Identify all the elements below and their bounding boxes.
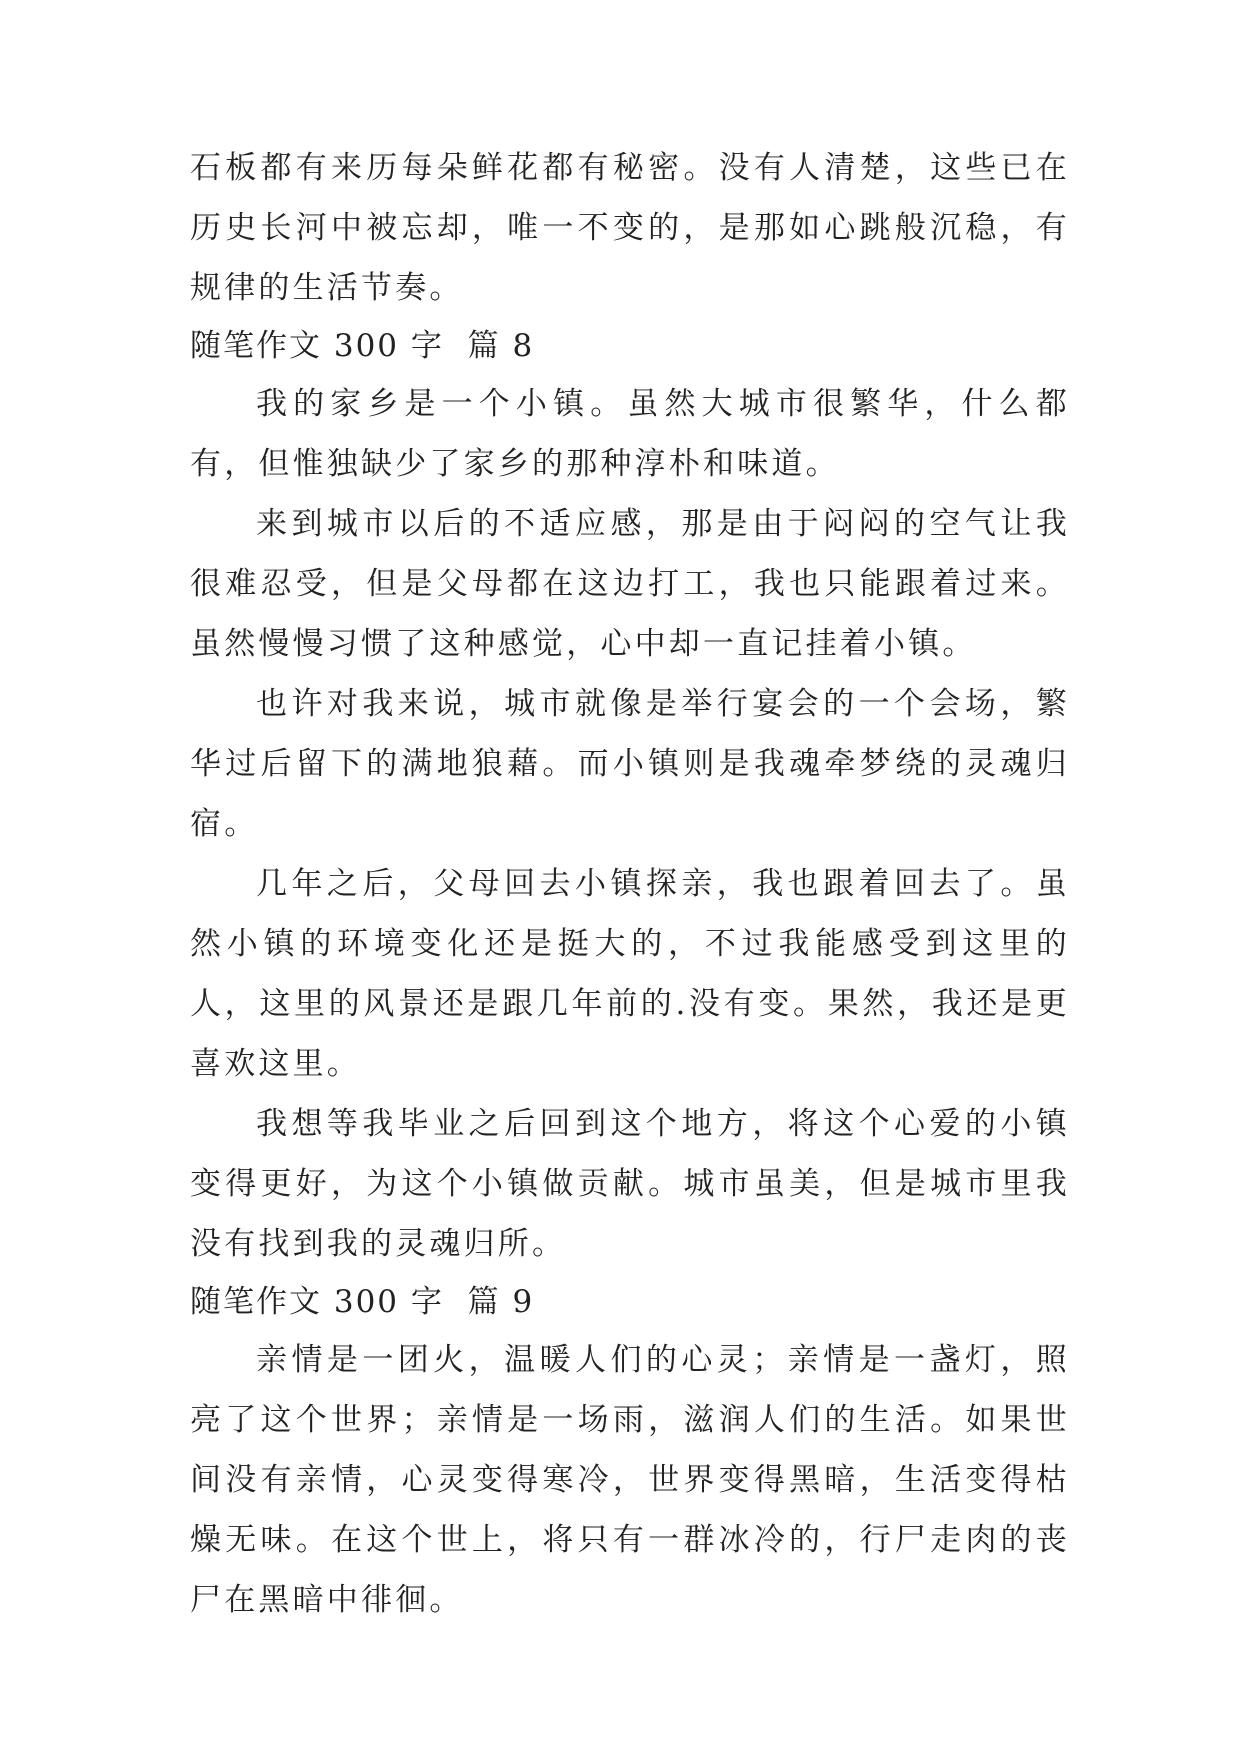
heading-title: 随笔作文 300 字 — [190, 1284, 444, 1320]
heading-section: 篇 8 — [467, 328, 535, 364]
paragraph: 亲情是一团火，温暖人们的心灵；亲情是一盏灯，照亮了这个世界；亲情是一场雨，滋润人们的生活。如果世间没有亲情，心灵变得寒冷，世界变得黑暗，生活变得枯燥无味。在这个世上，将只有一群冰冷的，行尸走肉的丧尸在黑暗中徘徊。 — [190, 1342, 1070, 1618]
paragraph: 我的家乡是一个小镇。虽然大城市很繁华，什么都有，但惟独缺少了家乡的那种淳朴和味道。 — [190, 386, 1070, 482]
document-page — [190, 138, 1070, 1630]
paragraph: 也许对我来说，城市就像是举行宴会的一个会场，繁华过后留下的满地狼藉。而小镇则是我魂牵梦绕的灵魂归宿。 — [190, 686, 1070, 842]
section-heading-9 — [190, 1274, 1070, 1330]
heading-section: 篇 9 — [467, 1284, 535, 1320]
paragraph: 我想等我毕业之后回到这个地方，将这个心爱的小镇变得更好，为这个小镇做贡献。城市虽美，但是城市里我没有找到我的灵魂归所。 — [190, 1106, 1070, 1262]
paragraph: 来到城市以后的不适应感，那是由于闷闷的空气让我很难忍受，但是父母都在这边打工，我也只能跟着过来。虽然慢慢习惯了这种感觉，心中却一直记挂着小镇。 — [190, 506, 1070, 662]
heading-title: 随笔作文 300 字 — [190, 328, 444, 364]
paragraph-continued: 石板都有来历每朵鲜花都有秘密。没有人清楚，这些已在历史长河中被忘却，唯一不变的，是那如心跳般沉稳，有规律的生活节奏。 — [190, 150, 1070, 306]
section-heading-8 — [190, 318, 1070, 374]
paragraph: 几年之后，父母回去小镇探亲，我也跟着回去了。虽然小镇的环境变化还是挺大的，不过我能感受到这里的人，这里的风景还是跟几年前的.没有变。果然，我还是更喜欢这里。 — [190, 866, 1070, 1082]
